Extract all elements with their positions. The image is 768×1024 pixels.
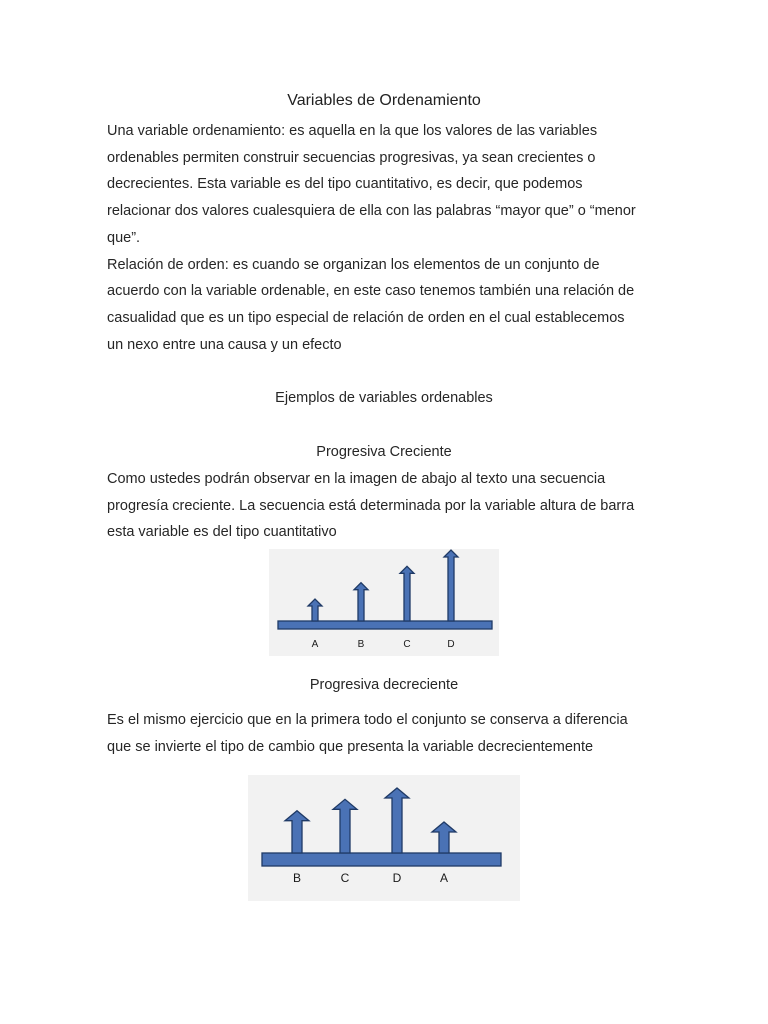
text-line: decrecientes. Esta variable es del tipo cuantitativo, es decir, que podemos [107,176,583,193]
text-line: Como ustedes podrán observar en la imagen de abajo al texto una secuencia [107,471,606,487]
base-line [278,621,492,629]
intro-paragraph [107,118,667,358]
increasing-heading: Progresiva Creciente [316,444,452,460]
text-line: progresía creciente. La secuencia está determinada por la variable altura de barra [107,497,635,514]
bar-label-d: D [392,871,402,885]
text-line: casualidad que es un tipo especial de relación de orden en el cual establecemos [107,309,625,326]
examples-heading: Ejemplos de variables ordenables [275,390,493,406]
base-line [262,853,501,866]
decreasing-heading: Progresiva decreciente [309,677,459,693]
text-line: esta variable es del tipo cuantitativo [107,524,337,541]
bars-svg [269,549,499,656]
bar-label-a: A [439,871,449,885]
text-line: Es el mismo ejercicio que en la primera todo el conjunto se conserva a diferencia [107,712,628,728]
bar-label-d: D [447,639,455,650]
bars-svg [248,775,520,901]
bar-label-c: C [403,639,411,650]
bar-label-b: B [357,639,365,650]
document-title: Variables de Ordenamiento [287,92,481,109]
decreasing-paragraph [107,707,667,760]
bar-label-c: C [340,871,350,885]
text-line: relacionar dos valores cualesquiera de ella con las palabras “mayor que” o “menor [107,203,636,220]
text-line: ordenables permiten construir secuencias progresivas, ya sean crecientes o [107,149,596,166]
decreasing-bars-figure [248,775,520,901]
text-line: que”. [107,229,141,246]
increasing-paragraph [107,466,667,546]
text-line: Una variable ordenamiento: es aquella en la que los valores de las variables [107,123,598,139]
increasing-bars-figure [269,549,499,656]
bar-label-b: B [292,871,302,885]
text-line: un nexo entre una causa y un efecto [107,336,342,353]
text-line: que se invierte el tipo de cambio que presenta la variable decrecientemente [107,738,594,755]
bar-label-a: A [311,639,319,650]
text-line: acuerdo con la variable ordenable, en este caso tenemos también una relación de [107,283,635,300]
text-line: Relación de orden: es cuando se organizan los elementos de un conjunto de [107,256,600,273]
